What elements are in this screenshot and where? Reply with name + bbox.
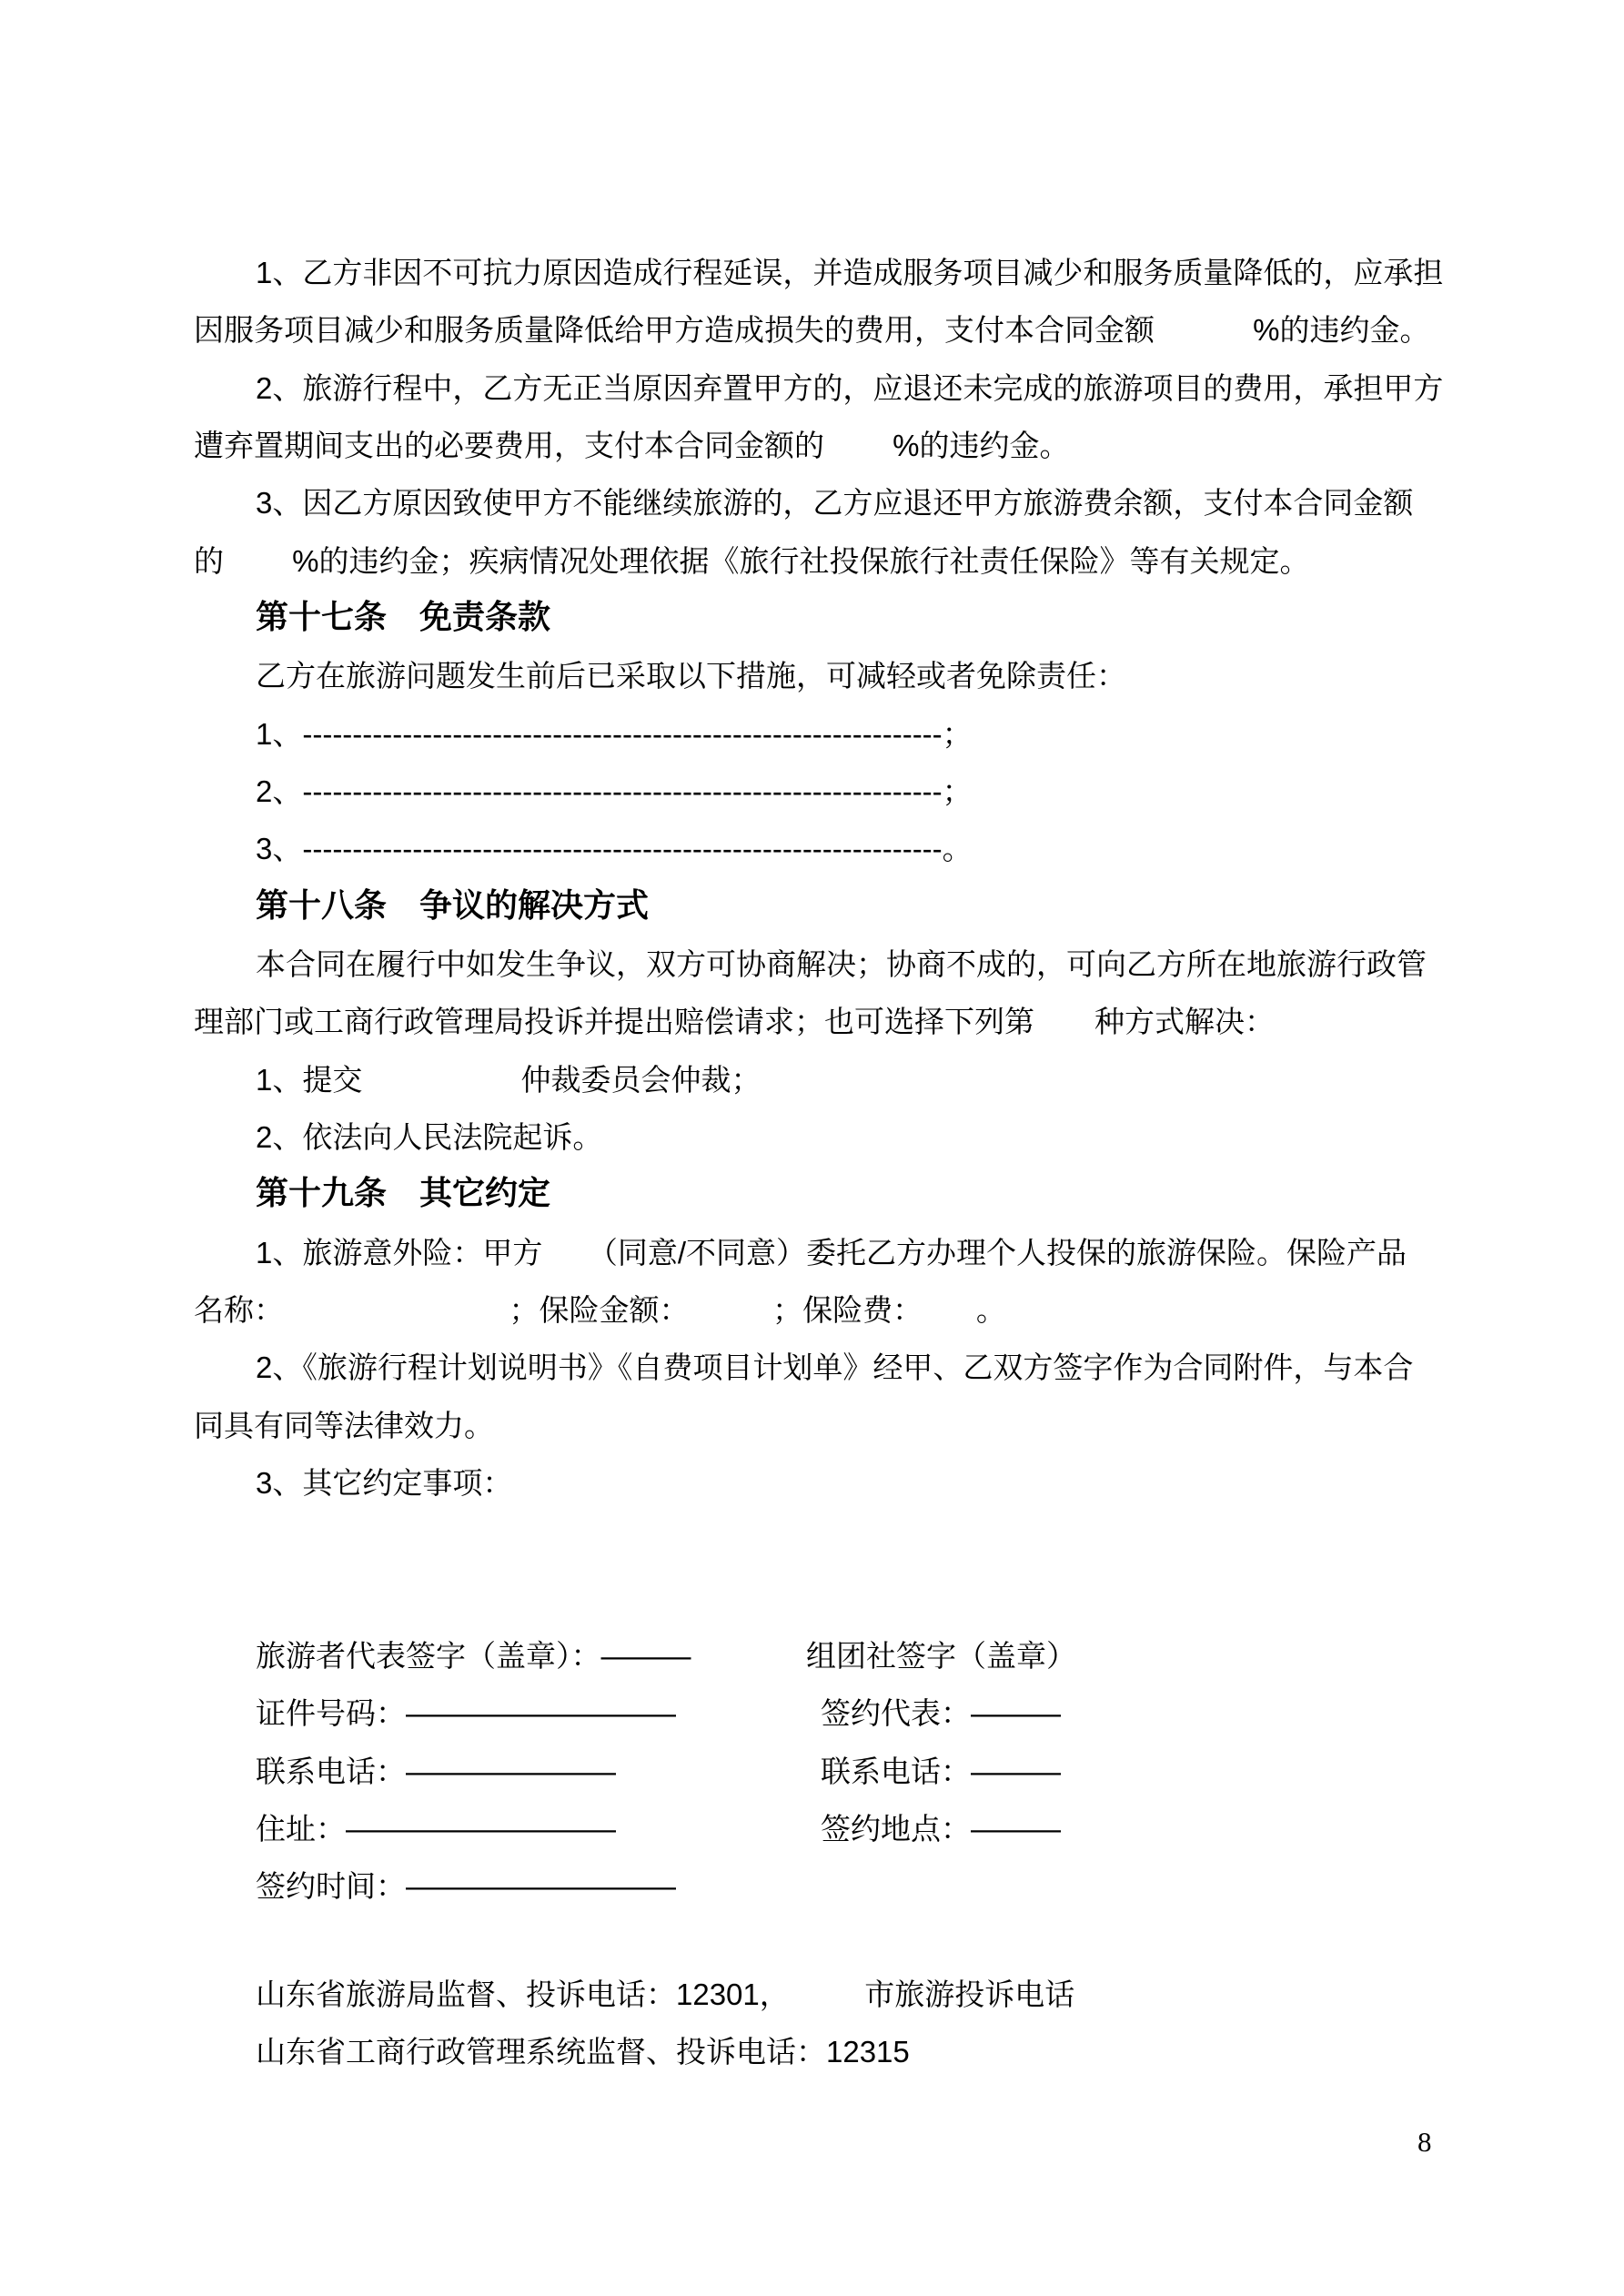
signature-agency-sign-label: 组团社签字（盖章） — [806, 1639, 1076, 1673]
article-19-item-1-line-2: 名称： ；保险金额： ；保险费： 。 — [194, 1293, 1006, 1327]
clause-item-2-line-1: 2、旅游行程中，乙方无正当原因弃置甲方的，应退还未完成的旅游项目的费用，承担甲方 — [256, 371, 1444, 405]
article-18-item-1: 1、提交 仲裁委员会仲裁； — [256, 1063, 762, 1097]
article-19-item-1-line-1: 1、旅游意外险：甲方 （同意/不同意）委托乙方办理个人投保的旅游保险。保险产品 — [256, 1236, 1407, 1269]
signature-id-number-label: 证件号码：————————— — [256, 1696, 676, 1730]
article-18-para-line-1: 本合同在履行中如发生争议，双方可协商解决；协商不成的，可向乙方所在地旅游行政管 — [256, 947, 1427, 981]
clause-item-3-line-1: 3、因乙方原因致使甲方不能继续旅游的，乙方应退还甲方旅游费余额，支付本合同金额 — [256, 486, 1414, 520]
heading-article-17: 第十七条 免责条款 — [256, 598, 551, 635]
footer-tourism-hotline: 山东省旅游局监督、投诉电话：12301， 市旅游投诉电话 — [256, 1977, 1075, 2011]
article-17-blank-line-3: 3、----------------------------------------------------------------。 — [256, 832, 973, 865]
signature-traveler-sign-label: 旅游者代表签字（盖章）：——— — [256, 1639, 691, 1673]
clause-item-3-line-2: 的 %的违约金；疾病情况处理依据《旅行社投保旅行社责任保险》等有关规定。 — [194, 544, 1310, 578]
article-18-item-2: 2、依法向人民法院起诉。 — [256, 1120, 603, 1154]
article-17-intro: 乙方在旅游问题发生前后已采取以下措施，可减轻或者免除责任： — [256, 659, 1126, 693]
article-18-para-line-2: 理部门或工商行政管理局投诉并提出赔偿请求；也可选择下列第 种方式解决： — [194, 1005, 1275, 1038]
article-17-blank-line-1: 1、----------------------------------------------------------------； — [256, 717, 973, 751]
article-19-item-2-line-2: 同具有同等法律效力。 — [194, 1409, 494, 1442]
clause-item-1-line-2: 因服务项目减少和服务质量降低给甲方造成损失的费用，支付本合同金额 %的违约金。 — [194, 313, 1430, 347]
heading-article-18: 第十八条 争议的解决方式 — [256, 886, 650, 924]
signature-agency-phone-label: 联系电话：——— — [821, 1755, 1061, 1788]
footer-industry-commerce-hotline: 山东省工商行政管理系统监督、投诉电话：12315 — [256, 2035, 910, 2068]
article-19-item-3: 3、其它约定事项： — [256, 1466, 513, 1500]
clause-item-2-line-2: 遭弃置期间支出的必要费用，支付本合同金额的 %的违约金。 — [194, 429, 1070, 462]
signature-agency-rep-label: 签约代表：——— — [821, 1696, 1061, 1730]
signature-sign-place-label: 签约地点：——— — [821, 1812, 1061, 1846]
article-17-blank-line-2: 2、----------------------------------------------------------------； — [256, 774, 973, 808]
page-number: 8 — [1417, 2126, 1432, 2158]
signature-traveler-phone-label: 联系电话：——————— — [256, 1755, 616, 1788]
signature-sign-date-label: 签约时间：————————— — [256, 1869, 676, 1903]
article-19-item-2-line-1: 2、《旅游行程计划说明书》《自费项目计划单》经甲、乙双方签字作为合同附件，与本合 — [256, 1350, 1414, 1384]
heading-article-19: 第十九条 其它约定 — [256, 1174, 551, 1211]
clause-item-1-line-1: 1、乙方非因不可抗力原因造成行程延误，并造成服务项目减少和服务质量降低的，应承担 — [256, 256, 1444, 289]
signature-address-label: 住址：————————— — [256, 1812, 616, 1846]
